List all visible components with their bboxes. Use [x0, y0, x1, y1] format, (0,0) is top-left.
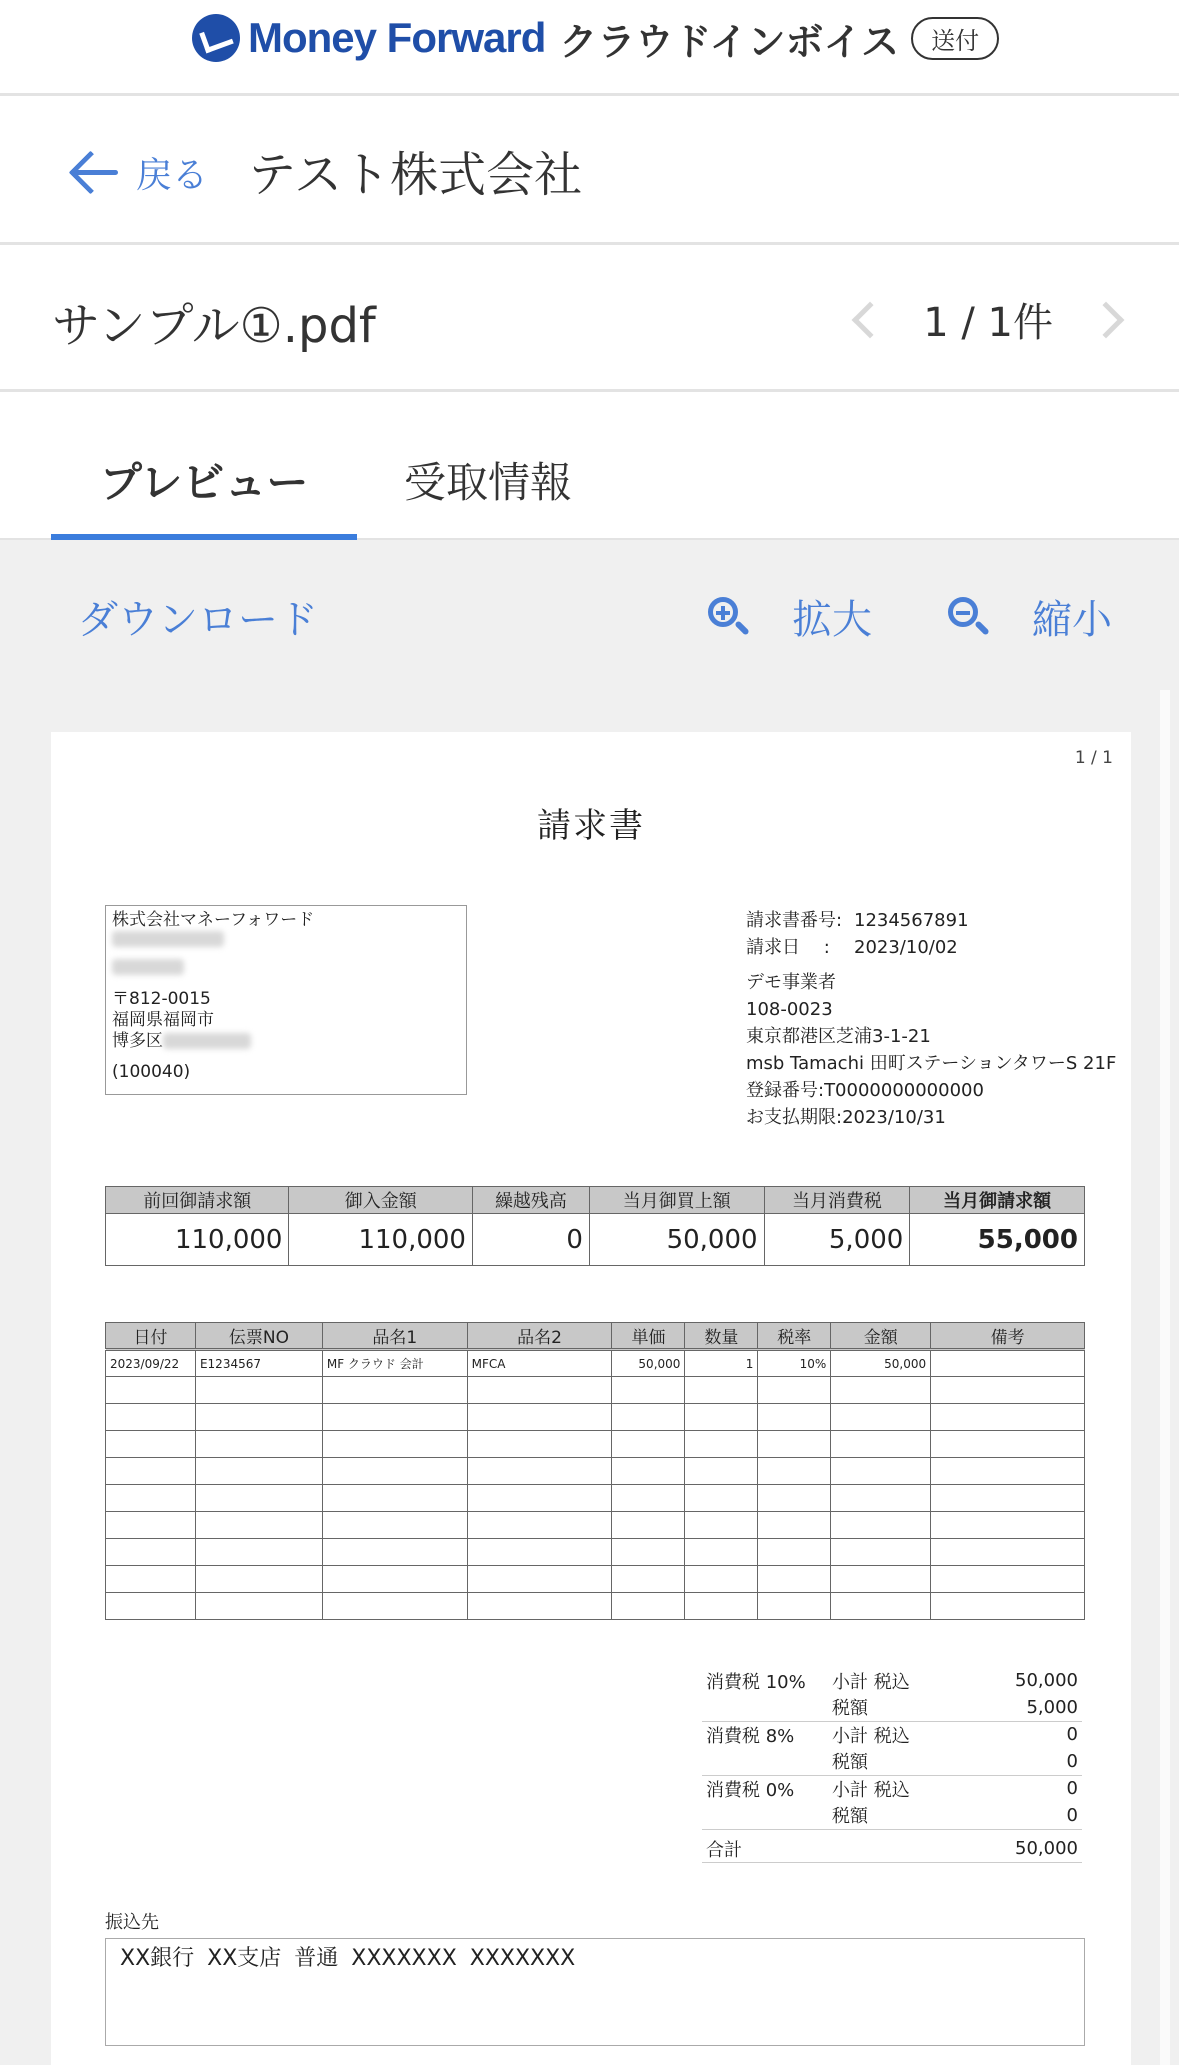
subtotal-amount: 0	[1066, 1778, 1078, 1800]
summary-header: 御入金額	[289, 1187, 472, 1214]
page-number: 1 / 1	[1074, 748, 1113, 768]
summary-value: 5,000	[764, 1214, 910, 1266]
table-row	[106, 1350, 1085, 1377]
tax-label: 税額	[828, 1802, 948, 1829]
table-row	[106, 1566, 1085, 1593]
brand-logo[interactable]	[192, 12, 999, 64]
back-label: 戻る	[136, 154, 209, 196]
file-bar	[0, 245, 1179, 392]
mode-badge: 送付	[911, 17, 999, 60]
items-header: 数量	[685, 1323, 758, 1350]
redacted-text	[112, 931, 460, 953]
invoice-preview	[51, 732, 1131, 2065]
item-name1: MF クラウド 会計	[322, 1350, 467, 1377]
bill-to-ward-line: 博多区	[112, 1031, 460, 1052]
tab-receipt-info[interactable]: 受取情報	[404, 458, 573, 507]
total-amount: 50,000	[948, 1829, 1082, 1862]
bank-details: XX銀行 XX支店 普通 XXXXXXX XXXXXXX	[105, 1938, 1085, 2046]
items-header: 備考	[931, 1323, 1085, 1350]
subtotal-label: 小計 税込	[832, 1725, 910, 1747]
payment-due: お支払期限:2023/10/31	[746, 1107, 946, 1128]
summary-value: 110,000	[106, 1214, 289, 1266]
tax-rate: 消費税 10%	[706, 1671, 806, 1693]
items-header: 品名1	[322, 1323, 467, 1350]
company-name: テスト株式会社	[248, 147, 583, 203]
summary-header: 繰越残高	[472, 1187, 589, 1214]
invoice-no: 1234567891	[854, 910, 969, 931]
summary-header-row	[106, 1187, 1085, 1214]
issuer-address2: msb Tamachi 田町ステーションタワーS 21F	[746, 1053, 1117, 1074]
issuer-address1: 東京都港区芝浦3-1-21	[746, 1026, 931, 1047]
summary-value-row	[106, 1214, 1085, 1266]
tax-rate: 消費税 0%	[706, 1779, 795, 1801]
tax-row	[702, 1694, 1082, 1721]
table-row	[106, 1458, 1085, 1485]
subtotal-amount: 0	[1066, 1724, 1078, 1746]
tax-row	[702, 1802, 1082, 1829]
item-name2: MFCA	[467, 1350, 612, 1377]
item-slip-no: E1234567	[195, 1350, 322, 1377]
summary-header: 前回御請求額	[106, 1187, 289, 1214]
subtotal-label: 小計 税込	[832, 1779, 910, 1801]
issuer-name: デモ事業者	[746, 972, 836, 993]
tax-row	[702, 1775, 1082, 1802]
invoice-date: 2023/10/02	[854, 937, 958, 958]
item-amount: 50,000	[831, 1350, 931, 1377]
total-row	[702, 1829, 1082, 1862]
bill-to-code: (100040)	[112, 1062, 191, 1082]
items-header: 日付	[106, 1323, 196, 1350]
tax-row	[702, 1721, 1082, 1748]
issuer-postal: 108-0023	[746, 999, 833, 1020]
arrow-left-icon	[70, 150, 120, 194]
back-bar	[0, 96, 1179, 245]
tax-amount: 5,000	[948, 1694, 1082, 1721]
item-tax-rate: 10%	[758, 1350, 831, 1377]
tax-row	[702, 1667, 1082, 1694]
money-forward-logo-icon	[192, 14, 240, 62]
bill-to-box	[105, 905, 467, 1095]
item-quantity: 1	[685, 1350, 758, 1377]
pager	[857, 291, 1119, 348]
bill-to-city: 福岡県福岡市	[112, 1010, 214, 1030]
download-button[interactable]: ダウンロード	[78, 597, 318, 643]
zoom-in-icon	[706, 595, 750, 639]
invoice-date-label: 請求日 :	[746, 937, 830, 958]
items-header: 品名2	[467, 1323, 612, 1350]
table-row	[106, 1593, 1085, 1620]
pager-count: 1 / 1件	[923, 300, 1053, 346]
invoice-title: 請求書	[537, 806, 645, 846]
tax-rate: 消費税 8%	[706, 1725, 795, 1747]
table-row	[106, 1431, 1085, 1458]
items-header: 単価	[612, 1323, 685, 1350]
items-header: 税率	[758, 1323, 831, 1350]
zoom-in-button[interactable]	[706, 588, 872, 645]
invoice-no-label: 請求書番号:	[746, 910, 843, 931]
zoom-out-button[interactable]	[946, 588, 1112, 645]
summary-header: 当月御請求額	[910, 1187, 1085, 1214]
table-row	[106, 1539, 1085, 1566]
redacted-text	[112, 959, 460, 981]
tax-amount: 0	[948, 1802, 1082, 1829]
bank-label: 振込先	[105, 1912, 159, 1933]
preview-scrollbar[interactable]	[1160, 690, 1170, 2065]
zoom-out-icon	[946, 595, 990, 639]
back-button[interactable]	[50, 130, 220, 214]
line-items-table	[105, 1322, 1085, 1620]
table-row	[106, 1404, 1085, 1431]
bill-to-postal: 〒812-0015	[112, 989, 211, 1009]
tab-bar	[0, 392, 1179, 540]
items-header: 伝票NO	[195, 1323, 322, 1350]
summary-header: 当月御買上額	[589, 1187, 764, 1214]
summary-value: 55,000	[910, 1214, 1085, 1266]
summary-value: 50,000	[589, 1214, 764, 1266]
chevron-right-icon[interactable]	[1088, 301, 1125, 338]
preview-toolbar	[0, 540, 1179, 690]
tax-amount: 0	[948, 1748, 1082, 1775]
bill-to-company: 株式会社マネーフォワード	[112, 910, 315, 930]
subtotal-amount: 50,000	[1015, 1670, 1078, 1691]
tax-label: 税額	[828, 1694, 948, 1721]
summary-header: 当月消費税	[764, 1187, 910, 1214]
tab-preview[interactable]: プレビュー	[100, 458, 309, 507]
table-row	[106, 1512, 1085, 1539]
file-name: サンプル①.pdf	[52, 298, 376, 354]
brand-name: Money Forward	[248, 14, 546, 61]
summary-value: 0	[472, 1214, 589, 1266]
zoom-out-label: 縮小	[1032, 597, 1112, 643]
item-unit-price: 50,000	[612, 1350, 685, 1377]
subtotal-label: 小計 税込	[832, 1671, 910, 1693]
table-row	[106, 1377, 1085, 1404]
tax-row	[702, 1748, 1082, 1775]
product-name: クラウドインボイス	[559, 19, 900, 64]
issuer-registration: 登録番号:T0000000000000	[746, 1080, 984, 1101]
app-header	[0, 0, 1179, 96]
table-row	[106, 1485, 1085, 1512]
billing-summary-table	[105, 1186, 1085, 1266]
item-note	[931, 1350, 1085, 1377]
issuer-info	[746, 907, 1116, 1131]
zoom-in-label: 拡大	[792, 597, 872, 643]
tax-breakdown-table	[702, 1667, 1082, 1863]
chevron-left-icon[interactable]	[852, 301, 889, 338]
item-date: 2023/09/22	[106, 1350, 196, 1377]
total-label: 合計	[702, 1829, 828, 1862]
summary-value: 110,000	[289, 1214, 472, 1266]
tax-label: 税額	[828, 1748, 948, 1775]
items-header-row	[106, 1323, 1085, 1350]
items-header: 金額	[831, 1323, 931, 1350]
